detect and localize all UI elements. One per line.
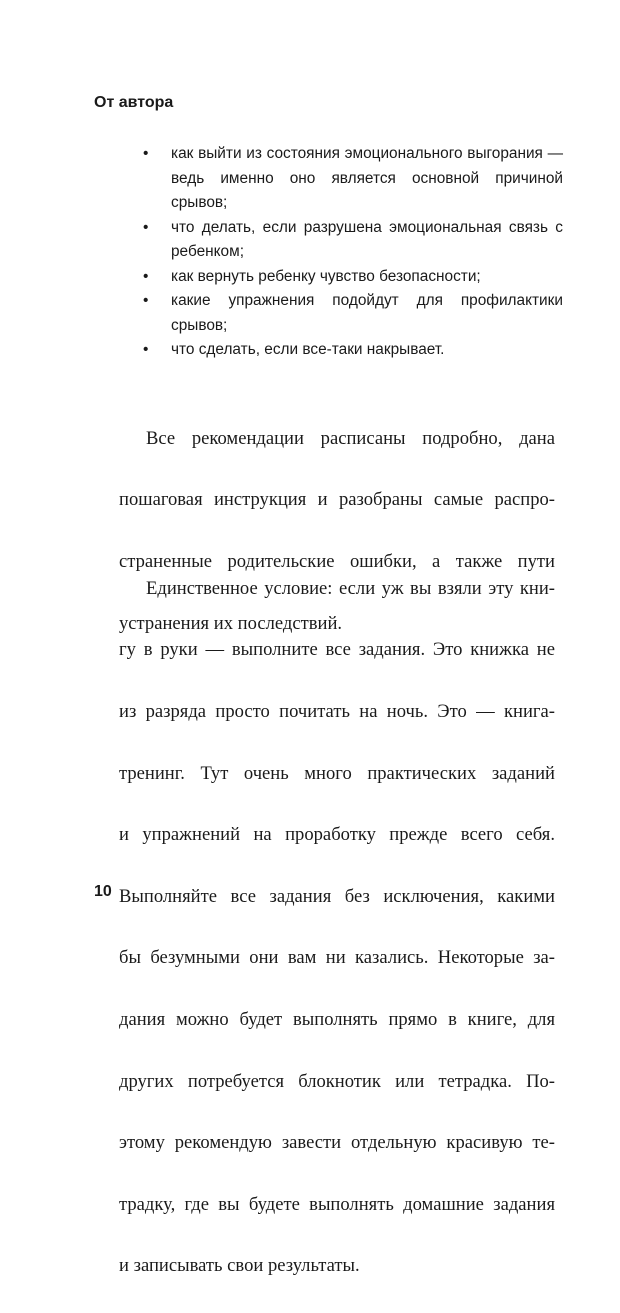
bullet-dot: • bbox=[143, 341, 149, 358]
paragraph-line: Все рекомендации расписаны подробно, дана bbox=[146, 427, 555, 449]
paragraph-line: и записывать свои результаты. bbox=[119, 1255, 360, 1277]
paragraph-line: тренинг. Тут очень много практических заданий bbox=[119, 762, 555, 784]
list-item-text: как выйти из состояния эмоционального выгорания — ведь именно оно является основной причиной срывов; bbox=[171, 145, 563, 211]
paragraph-line: из разряда просто почитать на ночь. Это — книга- bbox=[119, 700, 555, 722]
paragraph-line: и упражнений на проработку прежде всего себя. bbox=[119, 824, 555, 846]
paragraph-line: этому рекомендую завести отдельную красивую те- bbox=[119, 1132, 555, 1154]
list-item bbox=[143, 289, 563, 338]
paragraph-line: традку, где вы будете выполнять домашние задания bbox=[119, 1193, 555, 1215]
paragraph-line: бы безумными они вам ни казались. Некоторые за- bbox=[119, 947, 555, 969]
list-item bbox=[143, 265, 563, 290]
list-item-text: какие упражнения подойдут для профилактики срывов; bbox=[171, 292, 563, 334]
paragraph-line: Единственное условие: если уж вы взяли эту кни- bbox=[146, 577, 555, 599]
bullet-list bbox=[143, 142, 563, 363]
bullet-dot: • bbox=[143, 267, 149, 285]
bullet-dot: • bbox=[143, 218, 149, 236]
list-item-text: что сделать, если все-таки накрывает. bbox=[171, 341, 445, 358]
paragraph-line: дания можно будет выполнять прямо в книге, для bbox=[119, 1008, 555, 1030]
paragraph-line: Выполняйте все задания без исключения, какими bbox=[119, 885, 555, 907]
paragraph-line: других потребуется блокнотик или тетрадка. По- bbox=[119, 1070, 555, 1092]
paragraph-line: страненные родительские ошибки, а также пути bbox=[119, 550, 555, 572]
bullet-dot: • bbox=[143, 145, 149, 162]
paragraph-line: устранения их последствий. bbox=[119, 612, 343, 634]
list-item bbox=[143, 338, 563, 363]
page-number: 10 bbox=[94, 883, 112, 900]
list-item bbox=[143, 216, 563, 265]
paragraph-line: гу в руки — выполните все задания. Это книжка не bbox=[119, 639, 555, 661]
paragraph-line: пошаговая инструкция и разобраны самые распро- bbox=[119, 489, 555, 511]
list-item-text: как вернуть ребенку чувство безопасности; bbox=[171, 267, 481, 285]
running-head: От автора bbox=[94, 94, 174, 111]
list-item-text: что делать, если разрушена эмоциональная связь с ребенком; bbox=[171, 218, 563, 260]
bullet-dot: • bbox=[143, 292, 149, 309]
paragraph-condition bbox=[119, 543, 555, 1313]
list-item bbox=[143, 142, 563, 216]
